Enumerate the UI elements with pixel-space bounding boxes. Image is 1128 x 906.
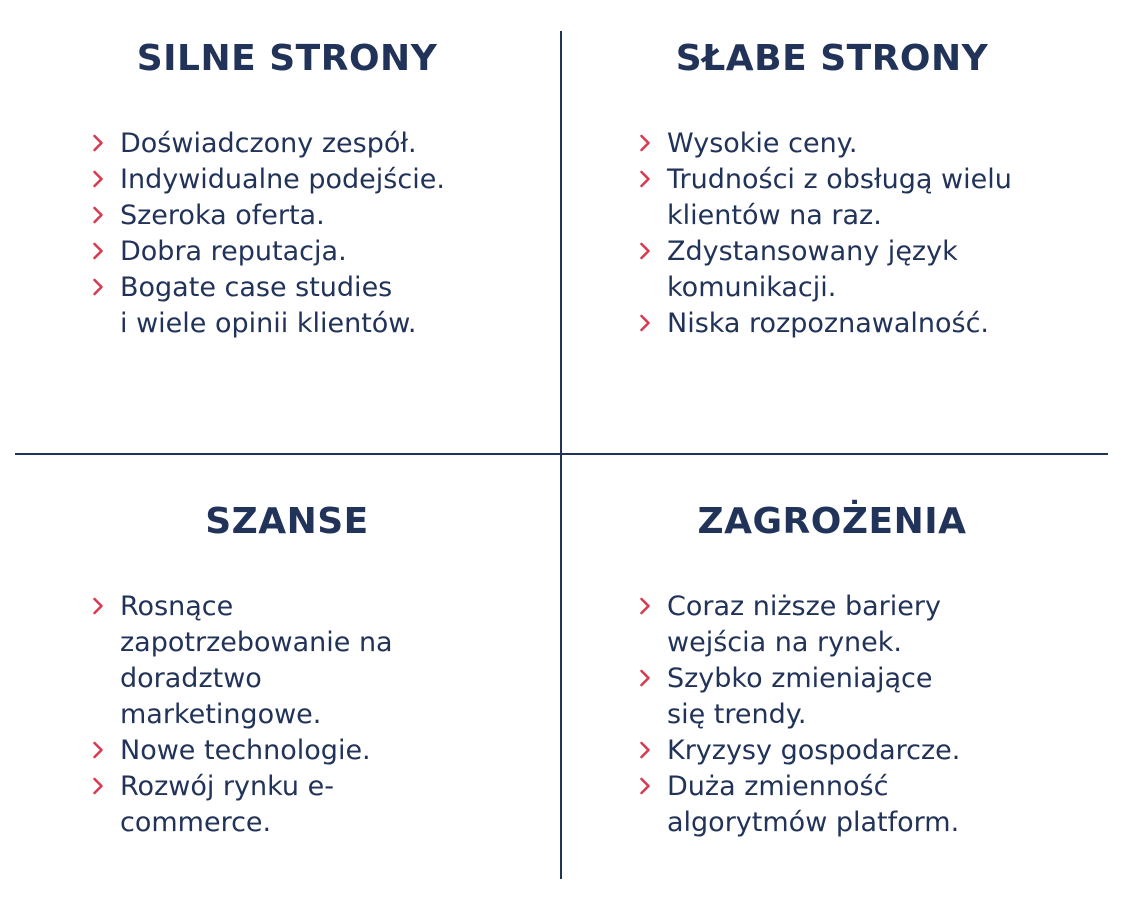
quadrant-title: SILNE STRONY xyxy=(136,38,438,79)
list-item-text: Kryzysy gospodarcze. xyxy=(667,735,961,766)
list-item-text: Bogate case studies xyxy=(120,272,393,303)
chevron-right-icon xyxy=(639,242,651,260)
chevron-right-icon xyxy=(639,170,651,188)
quadrant-threats xyxy=(562,499,1102,838)
list-item-text: komunikacji. xyxy=(667,272,837,303)
vertical-divider xyxy=(560,31,562,879)
chevron-right-icon xyxy=(92,741,104,759)
chevron-right-icon xyxy=(92,206,104,224)
list-item-text: Trudności z obsługą wielu xyxy=(667,164,1012,195)
chevron-right-icon xyxy=(639,777,651,795)
list-item-text: Nowe technologie. xyxy=(120,735,371,766)
list-item xyxy=(89,733,529,769)
quadrant-strengths xyxy=(17,36,557,339)
list-item-text: Niska rozpoznawalność. xyxy=(667,308,989,339)
list-item-text: doradztwo xyxy=(120,663,262,694)
list-item-text: algorytmów platform. xyxy=(667,807,960,838)
list-item-text: i wiele opinii klientów. xyxy=(120,308,417,339)
chevron-right-icon xyxy=(639,597,651,615)
quadrant-title: SŁABE STRONY xyxy=(675,38,989,79)
chevron-right-icon xyxy=(92,170,104,188)
chevron-right-icon xyxy=(92,597,104,615)
chevron-right-icon xyxy=(92,278,104,296)
list-item xyxy=(636,661,1076,733)
quadrant-title: ZAGROŻENIA xyxy=(697,501,967,542)
chevron-right-icon xyxy=(639,741,651,759)
list-item xyxy=(636,126,1076,162)
list-item-text: wejścia na rynek. xyxy=(667,627,902,658)
list-item-text: Indywidualne podejście. xyxy=(120,164,445,195)
list-item-text: Doświadczony zespół. xyxy=(120,128,417,159)
list-item-text: Szeroka oferta. xyxy=(120,200,325,231)
list-item-text: się trendy. xyxy=(667,699,807,730)
list-item xyxy=(89,270,529,342)
list-item xyxy=(89,162,529,198)
chevron-right-icon xyxy=(92,134,104,152)
horizontal-divider xyxy=(15,453,1108,455)
list-item xyxy=(636,733,1076,769)
list-item-text: Wysokie ceny. xyxy=(667,128,858,159)
list-item-text: Rosnące xyxy=(120,591,234,622)
list-item xyxy=(636,162,1076,234)
list-item-text: Zdystansowany język xyxy=(667,236,958,267)
list-item-text: zapotrzebowanie na xyxy=(120,627,393,658)
item-list xyxy=(89,589,529,841)
list-item xyxy=(89,234,529,270)
chevron-right-icon xyxy=(639,134,651,152)
list-item-text: klientów na raz. xyxy=(667,200,882,231)
list-item xyxy=(636,306,1076,342)
list-item xyxy=(89,589,529,733)
list-item-text: Dobra reputacja. xyxy=(120,236,347,267)
item-list xyxy=(636,126,1076,342)
list-item xyxy=(636,589,1076,661)
list-item-text: Duża zmienność xyxy=(667,771,889,802)
list-item-text: commerce. xyxy=(120,807,272,838)
list-item-text: Rozwój rynku e- xyxy=(120,771,334,802)
item-list xyxy=(89,126,529,342)
list-item-text: marketingowe. xyxy=(120,699,322,730)
list-item xyxy=(89,198,529,234)
list-item-text: Szybko zmieniające xyxy=(667,663,933,694)
chevron-right-icon xyxy=(92,242,104,260)
item-list xyxy=(636,589,1076,841)
list-item-text: Coraz niższe bariery xyxy=(667,591,941,622)
quadrant-title: SZANSE xyxy=(205,501,369,542)
quadrant-opportunities xyxy=(17,499,557,838)
chevron-right-icon xyxy=(92,777,104,795)
list-item xyxy=(89,769,529,841)
list-item xyxy=(89,126,529,162)
quadrant-weaknesses xyxy=(562,36,1102,339)
chevron-right-icon xyxy=(639,314,651,332)
list-item xyxy=(636,234,1076,306)
list-item xyxy=(636,769,1076,841)
chevron-right-icon xyxy=(639,669,651,687)
